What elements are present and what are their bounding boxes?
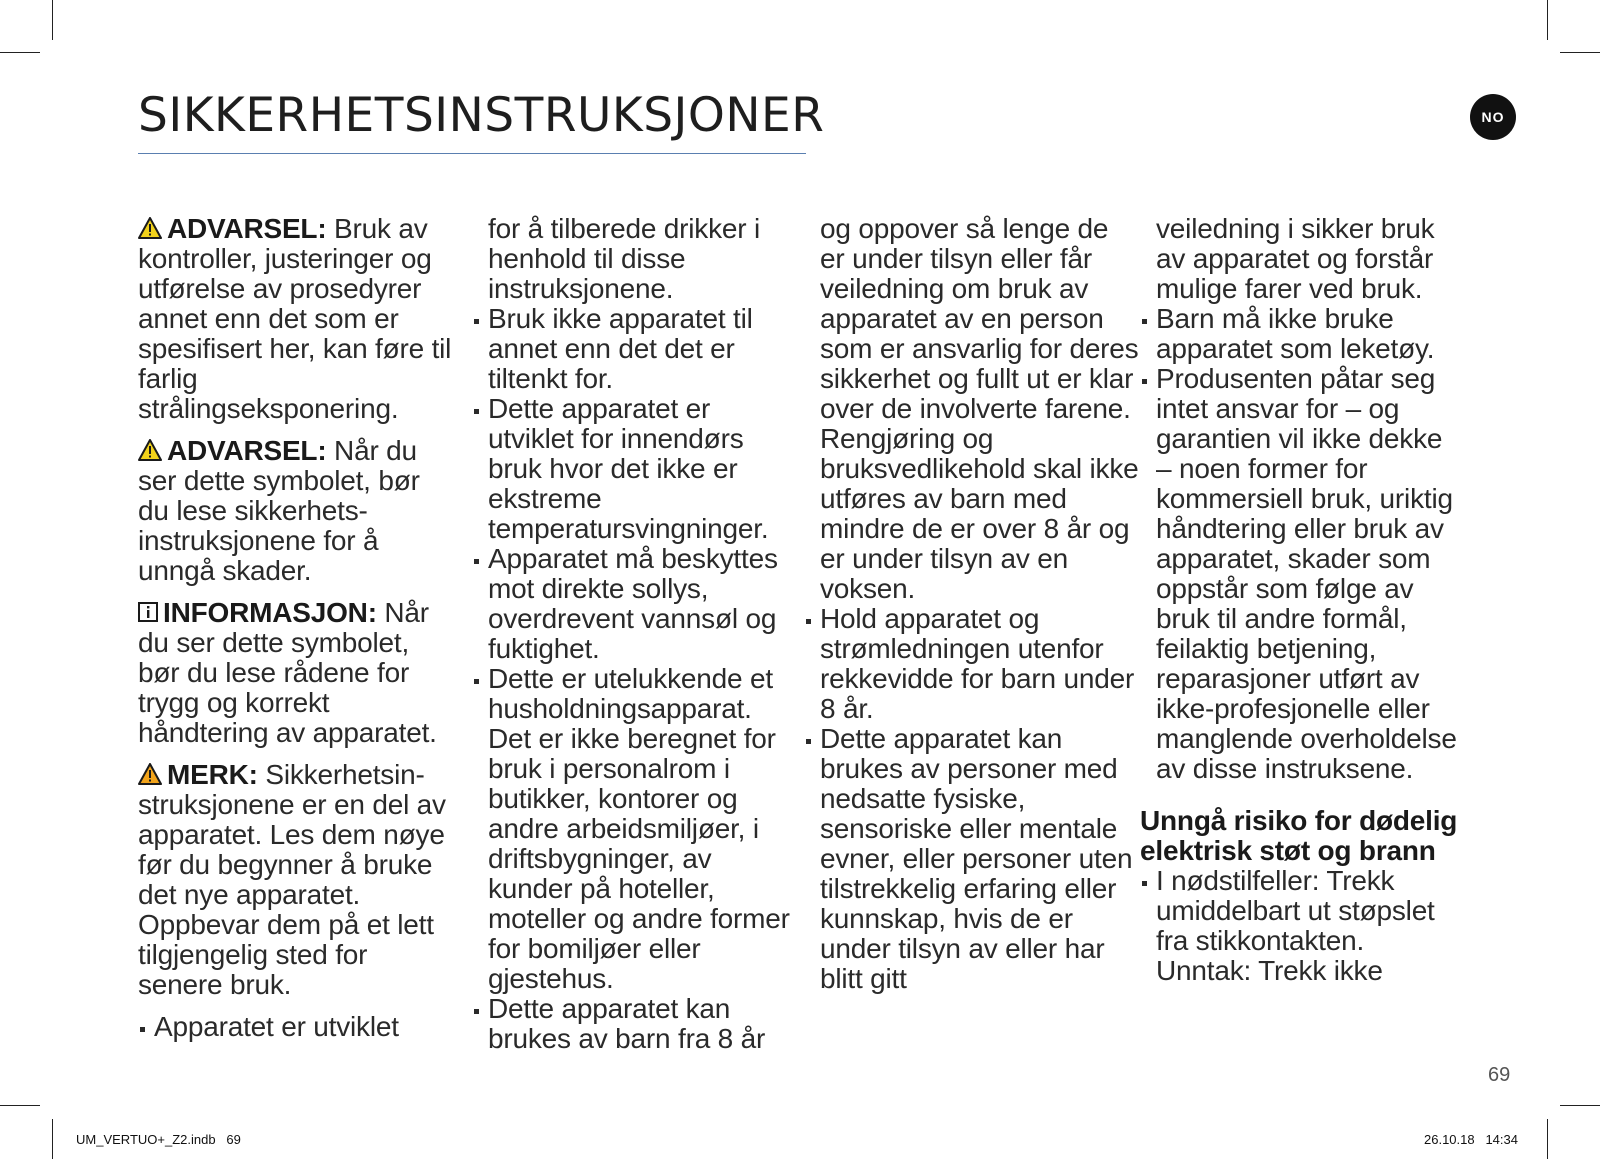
column-3 xyxy=(820,214,1140,994)
crop-mark xyxy=(0,52,40,53)
list-item: Bruk ikke apparatet til annet enn det det er tiltenkt for. xyxy=(472,304,792,394)
title-underline xyxy=(138,153,806,154)
bullet-list xyxy=(1140,866,1460,986)
crop-mark xyxy=(1547,0,1548,40)
crop-mark xyxy=(1547,1119,1548,1159)
warning-label: ADVARSEL: xyxy=(167,213,327,244)
note-paragraph xyxy=(138,760,458,1000)
crop-mark xyxy=(52,0,53,40)
continued-text: for å tilberede drikker i henhold til disse instruksjonene. xyxy=(488,213,761,304)
crop-mark xyxy=(1560,1105,1600,1106)
warning-icon xyxy=(138,217,162,239)
list-item: Barn må ikke bruke apparatet som leketøy. xyxy=(1140,304,1460,364)
warning-icon xyxy=(138,439,162,461)
column-1 xyxy=(138,214,458,1042)
page-title: SIKKERHETSINSTRUKSJONER xyxy=(138,88,825,143)
section-heading: Unngå risiko for dødelig elektrisk støt og brann xyxy=(1140,805,1458,866)
continued-text: veiledning i sikker bruk av apparatet og forstår mulige farer ved bruk. xyxy=(1156,213,1435,304)
column-4 xyxy=(1140,214,1460,986)
note-text: Sikkerhetsin-struksjonene er en del av apparatet. Les dem nøye før du begynner å bruke det nye apparatet. Oppbevar dem på et lett tilgjengelig sted for senere bruk. xyxy=(138,759,446,1000)
list-item: Apparatet må beskyttes mot direkte sollys, overdrevent vannsøl og fuktighet. xyxy=(472,544,792,664)
footer-file-info: UM_VERTUO+_Z2.indb 69 xyxy=(76,1132,241,1147)
list-item: Apparatet er utviklet xyxy=(138,1012,458,1042)
list-item: Hold apparatet og strømledningen utenfor rekkevidde for barn under 8 år. xyxy=(804,604,1140,724)
list-item: Dette apparatet er utviklet for innendørs bruk hvor det ikke er ekstreme temperatursvingninger. xyxy=(472,394,792,544)
list-item: Dette apparatet kan brukes av barn fra 8 år xyxy=(472,994,792,1054)
warning-label: ADVARSEL: xyxy=(167,435,327,466)
footer-datetime: 26.10.18 14:34 xyxy=(1424,1132,1518,1147)
bullet-list xyxy=(472,304,792,1054)
warning-paragraph xyxy=(138,436,458,586)
info-text: Når du ser dette symbolet, bør du lese rådene for trygg og korrekt håndtering av apparatet. xyxy=(138,597,437,748)
page-number: 69 xyxy=(1488,1064,1511,1086)
bullet-list xyxy=(1140,304,1460,784)
info-label: INFORMASJON: xyxy=(163,597,377,628)
info-paragraph xyxy=(138,598,458,748)
crop-mark xyxy=(0,1105,40,1106)
list-item: Dette er utelukkende et husholdningsapparat. Det er ikke beregnet for bruk i personalrom i butikker, kontorer og andre arbeidsmiljøer, i driftsbygninger, av kunder på hoteller, moteller og andre former for bomiljøer eller gjestehus. xyxy=(472,664,792,994)
column-2 xyxy=(472,214,792,1054)
list-item: Produsenten påtar seg intet ansvar for – og garantien vil ikke dekke – noen former for kommersiell bruk, uriktig håndtering eller bruk av apparatet, skader som oppstår som følge av bruk til andre formål, feilaktig betjening, reparasjoner utført av ikke-profesjonelle eller manglende overholdelse av disse instruksene. xyxy=(1140,364,1460,784)
note-label: MERK: xyxy=(167,759,258,790)
continued-text: og oppover så lenge de er under tilsyn eller får veiledning om bruk av apparatet av en person som er ansvarlig for deres sikkerhet og fullt ut er klar over de involverte farene. Rengjøring og bruksvedlikehold skal ikke utføres av barn med mindre de er over 8 år og er under tilsyn av en voksen. xyxy=(820,213,1139,604)
list-item: I nødstilfeller: Trekk umiddelbart ut støpslet fra stikkontakten. Unntak: Trekk ikke xyxy=(1140,866,1460,986)
bullet-list xyxy=(138,1012,458,1042)
info-icon xyxy=(138,602,158,622)
warning-text: Bruk av kontroller, justeringer og utførelse av prosedyrer annet enn det som er spesifisert her, kan føre til farlig strålingseksponering. xyxy=(138,213,452,424)
crop-mark xyxy=(1560,52,1600,53)
warning-text: Når du ser dette symbolet, bør du lese sikkerhets-instruksjonene for å unngå skader. xyxy=(138,435,420,586)
list-item: Dette apparatet kan brukes av personer med nedsatte fysiske, sensoriske eller mentale evner, eller personer uten tilstrekkelig erfaring eller kunnskap, hvis de er under tilsyn av eller har blitt gitt xyxy=(804,724,1140,994)
bullet-list xyxy=(804,604,1140,994)
warning-icon xyxy=(138,763,162,785)
language-badge: NO xyxy=(1470,94,1516,140)
crop-mark xyxy=(52,1119,53,1159)
warning-paragraph xyxy=(138,214,458,424)
